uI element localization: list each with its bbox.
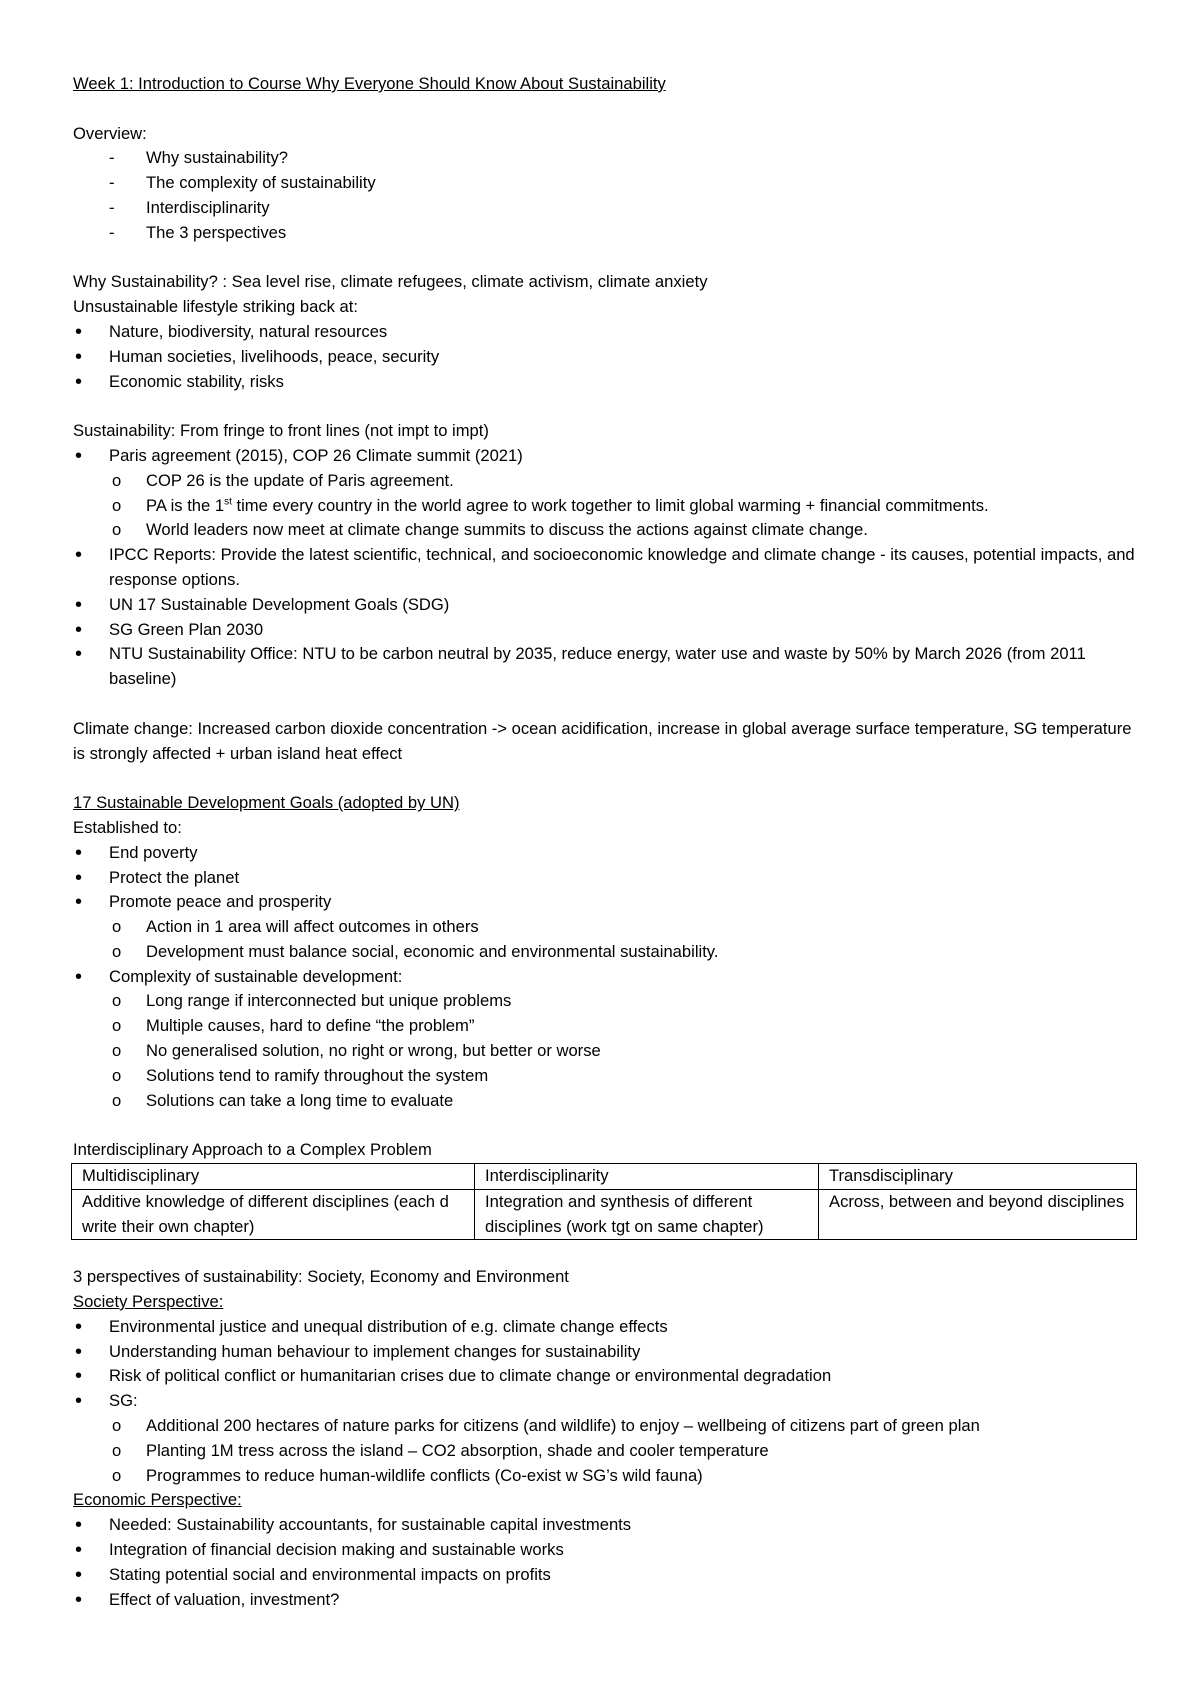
list-item: • Economic stability, risks — [73, 370, 1148, 395]
page-title: Week 1: Introduction to Course Why Everyone Should Know About Sustainability — [73, 74, 666, 93]
document-page — [73, 72, 1148, 1612]
list-item: • Nature, biodiversity, natural resources — [73, 320, 1148, 345]
why-list — [73, 320, 1148, 394]
economic-heading: Economic Perspective: — [73, 1490, 242, 1510]
list-item: • End poverty — [73, 841, 1148, 866]
list-item: • NTU Sustainability Office: NTU to be carbon neutral by 2035, reduce energy, water use and waste by 50% by March 2026 (from 2011 baseline) — [73, 642, 1148, 692]
list-item: - Why sustainability? — [73, 146, 1148, 171]
prosperity-sub-list — [109, 915, 1148, 965]
sub-item: o Long range if interconnected but unique problems — [73, 989, 1148, 1014]
list-item: • IPCC Reports: Provide the latest scientific, technical, and socioeconomic knowledge and climate change - its causes, potential impacts, and response options. — [73, 543, 1148, 593]
table-cell: Across, between and beyond disciplines — [819, 1189, 1137, 1240]
sub-item: o COP 26 is the update of Paris agreement. — [73, 469, 1148, 494]
table-header-cell: Interdisciplinarity — [475, 1164, 819, 1190]
list-item: • Integration of financial decision making and sustainable works — [73, 1538, 1148, 1563]
sub-item — [73, 494, 1148, 519]
perspectives-heading: 3 perspectives of sustainability: Society, Economy and Environment — [73, 1267, 569, 1287]
list-item: • Stating potential social and environmental impacts on profits — [73, 1563, 1148, 1588]
why-sustainability-line: Why Sustainability? : Sea level rise, climate refugees, climate activism, climate anxiety — [73, 272, 708, 292]
paris-sub-list — [109, 469, 1148, 543]
sub-item: o Multiple causes, hard to define “the problem” — [73, 1014, 1148, 1039]
list-item: • Effect of valuation, investment? — [73, 1588, 1148, 1613]
list-item: • Human societies, livelihoods, peace, security — [73, 345, 1148, 370]
sg-item: SG: — [109, 1391, 138, 1411]
unsustainable-heading: Unsustainable lifestyle striking back at: — [73, 297, 358, 317]
list-item: • SG Green Plan 2030 — [73, 618, 1148, 643]
list-item: • Needed: Sustainability accountants, for sustainable capital investments — [73, 1513, 1148, 1538]
list-item: - The 3 perspectives — [73, 221, 1148, 246]
sub-item: o Planting 1M tress across the island – CO2 absorption, shade and cooler temperature — [73, 1439, 1148, 1464]
sub-item: o Solutions tend to ramify throughout the system — [73, 1064, 1148, 1089]
society-heading: Society Perspective: — [73, 1292, 224, 1312]
table-header-cell: Multidisciplinary — [72, 1164, 475, 1190]
table-cell: Additive knowledge of different disciplines (each d write their own chapter) — [72, 1189, 475, 1240]
sub-item: o Solutions can take a long time to evaluate — [73, 1089, 1148, 1114]
list-item — [73, 890, 1148, 964]
fringe-list — [73, 444, 1148, 692]
list-item: • Environmental justice and unequal distribution of e.g. climate change effects — [73, 1315, 1148, 1340]
sub-item: o Action in 1 area will affect outcomes in others — [73, 915, 1148, 940]
overview-list — [73, 146, 1148, 245]
list-item: - Interdisciplinarity — [73, 196, 1148, 221]
table-row — [72, 1189, 1137, 1240]
table-header-cell: Transdisciplinary — [819, 1164, 1137, 1190]
pa-text-rest: time every country in the world agree to work together to limit global warming + financial commitments. — [231, 495, 989, 515]
list-item: - The complexity of sustainability — [73, 171, 1148, 196]
sdg-subheading: Established to: — [73, 817, 182, 837]
paris-item: Paris agreement (2015), COP 26 Climate summit (2021) — [109, 445, 523, 465]
climate-change-paragraph: Climate change: Increased carbon dioxide concentration -> ocean acidification, increase in global average surface temperature, SG temperature is strongly affected + urban island heat effect — [73, 718, 1132, 763]
list-item: • UN 17 Sustainable Development Goals (SDG) — [73, 593, 1148, 618]
list-item: • Risk of political conflict or humanitarian crises due to climate change or environmental degradation — [73, 1364, 1148, 1389]
list-item — [73, 1389, 1148, 1488]
economic-list — [73, 1513, 1148, 1612]
overview-heading: Overview: — [73, 123, 147, 143]
table-header-row — [72, 1164, 1137, 1190]
prosperity-item: Promote peace and prosperity — [109, 892, 332, 912]
disciplinarity-table — [71, 1163, 1137, 1240]
list-item: • Understanding human behaviour to implement changes for sustainability — [73, 1340, 1148, 1365]
sub-item: o World leaders now meet at climate change summits to discuss the actions against climate change. — [73, 518, 1148, 543]
list-item — [73, 444, 1148, 543]
sdg-list — [73, 841, 1148, 1114]
sub-item: o Development must balance social, economic and environmental sustainability. — [73, 940, 1148, 965]
sdg-heading: 17 Sustainable Development Goals (adopted by UN) — [73, 793, 460, 813]
society-list — [73, 1315, 1148, 1489]
fringe-heading: Sustainability: From fringe to front lines (not impt to impt) — [73, 421, 489, 441]
list-item: • Protect the planet — [73, 866, 1148, 891]
sg-sub-list — [109, 1414, 1148, 1488]
complexity-sub-list — [109, 989, 1148, 1113]
sub-item: o Additional 200 hectares of nature parks for citizens (and wildlife) to enjoy – wellbeing of citizens part of green plan — [73, 1414, 1148, 1439]
sub-item: o No generalised solution, no right or wrong, but better or worse — [73, 1039, 1148, 1064]
sub-item: o Programmes to reduce human-wildlife conflicts (Co-exist w SG’s wild fauna) — [73, 1464, 1148, 1489]
interdisciplinary-heading: Interdisciplinary Approach to a Complex Problem — [73, 1140, 432, 1160]
pa-superscript: st — [224, 496, 232, 508]
list-item — [73, 965, 1148, 1114]
pa-text: PA is the 1 — [146, 495, 225, 515]
complexity-item: Complexity of sustainable development: — [109, 966, 403, 986]
table-cell: Integration and synthesis of different disciplines (work tgt on same chapter) — [475, 1189, 819, 1240]
